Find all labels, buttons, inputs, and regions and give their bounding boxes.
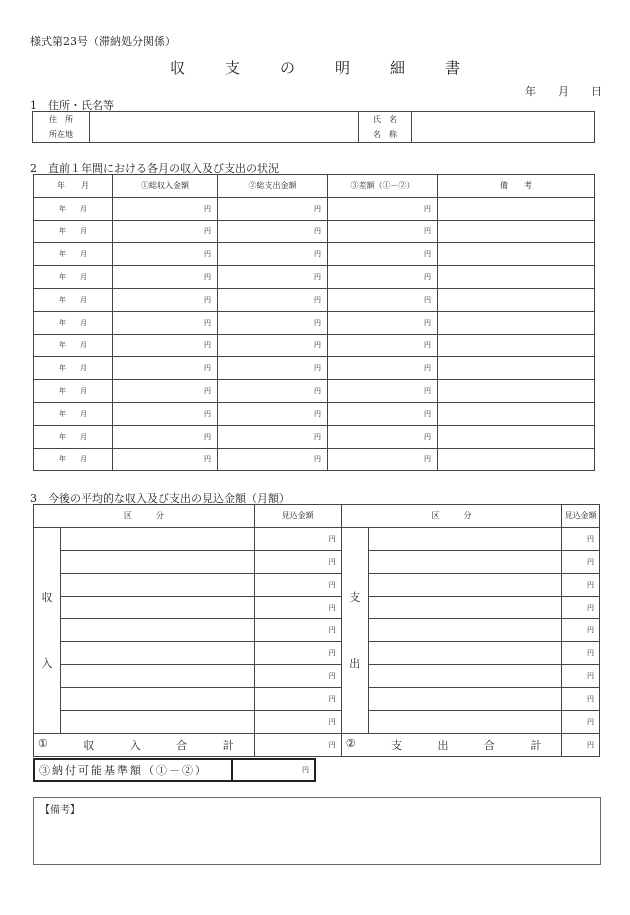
col-total-expense: ②総支出金額 xyxy=(218,175,328,198)
table-row: 年 月 円 円 円 xyxy=(34,334,595,357)
date-year: 年 xyxy=(525,85,536,98)
table-row: 円 円 xyxy=(34,596,600,619)
table-row: 円 円 xyxy=(34,573,600,596)
income-total-label: ① 収 入 合 計 xyxy=(34,733,255,756)
col-total-income: ①総収入金額 xyxy=(113,175,218,198)
table-row: 円 円 xyxy=(34,619,600,642)
corp-name-label: 名 称 xyxy=(359,127,412,143)
monthly-table xyxy=(33,174,595,471)
address-name-table xyxy=(32,111,595,143)
totals-row xyxy=(34,733,600,756)
form-number: 様式第23号（滞納処分関係） xyxy=(30,35,176,48)
table-row: 年 月 円 円 円 xyxy=(34,243,595,266)
income-amount-header: 見込金額 xyxy=(254,505,341,528)
section1-heading: 1 住所・氏名等 xyxy=(30,99,114,112)
table-row: 円 円 xyxy=(34,665,600,688)
remarks-label: 【備考】 xyxy=(40,805,80,816)
location-label: 所在地 xyxy=(33,127,90,143)
remarks-box[interactable] xyxy=(33,797,601,865)
col-year-month: 年 月 xyxy=(34,175,113,198)
table-row: 年 月 円 円 円 xyxy=(34,425,595,448)
table-row: 年 月 円 円 円 xyxy=(34,197,595,220)
table-row: 年 月 円 円 円 xyxy=(34,288,595,311)
expense-amount-header: 見込金額 xyxy=(562,505,600,528)
table-row: 年 月 円 円 円 xyxy=(34,380,595,403)
payable-label: ③納付可能基準額（①－②） xyxy=(34,759,232,781)
address-label: 住 所 xyxy=(33,112,90,128)
income-group-label: 収 入 xyxy=(34,527,61,733)
table-row: 収 入 円 支 出 円 xyxy=(34,527,600,550)
date-line xyxy=(503,83,602,99)
col-difference: ③差額（①－②） xyxy=(328,175,438,198)
expense-total-amount[interactable]: 円 xyxy=(562,733,600,756)
section2-heading: 2 直前１年間における各月の収入及び支出の状況 xyxy=(30,162,279,175)
table-row: 年 月 円 円 円 xyxy=(34,448,595,471)
table-row: 年 月 円 円 円 xyxy=(34,311,595,334)
date-day: 日 xyxy=(591,85,602,98)
name-field[interactable] xyxy=(412,112,595,143)
section3-heading: 3 今後の平均的な収入及び支出の見込金額（月額） xyxy=(30,492,290,505)
forecast-header-row xyxy=(34,505,600,528)
expense-total-label: ② 支 出 合 計 xyxy=(341,733,562,756)
payable-table xyxy=(33,758,316,782)
table-row: 円 円 xyxy=(34,550,600,573)
monthly-header-row xyxy=(34,175,595,198)
expense-kubun-header: 区 分 xyxy=(341,505,562,528)
address-field[interactable] xyxy=(90,112,359,143)
document-title: 収 支 の 明 細 書 xyxy=(169,59,461,77)
name-label: 氏 名 xyxy=(359,112,412,128)
table-row: 円 円 xyxy=(34,711,600,734)
table-row: 年 月 円 円 円 xyxy=(34,266,595,289)
table-row: 年 月 円 円 円 xyxy=(34,357,595,380)
table-row: 円 円 xyxy=(34,642,600,665)
payable-amount[interactable]: 円 xyxy=(232,759,315,781)
date-month: 月 xyxy=(558,85,569,98)
expense-group-label: 支 出 xyxy=(341,527,368,733)
col-remarks: 備 考 xyxy=(438,175,595,198)
income-total-amount[interactable]: 円 xyxy=(254,733,341,756)
table-row: 円 円 xyxy=(34,688,600,711)
forecast-table xyxy=(33,504,600,757)
table-row: 年 月 円 円 円 xyxy=(34,220,595,243)
table-row: 年 月 円 円 円 xyxy=(34,402,595,425)
income-kubun-header: 区 分 xyxy=(34,505,255,528)
